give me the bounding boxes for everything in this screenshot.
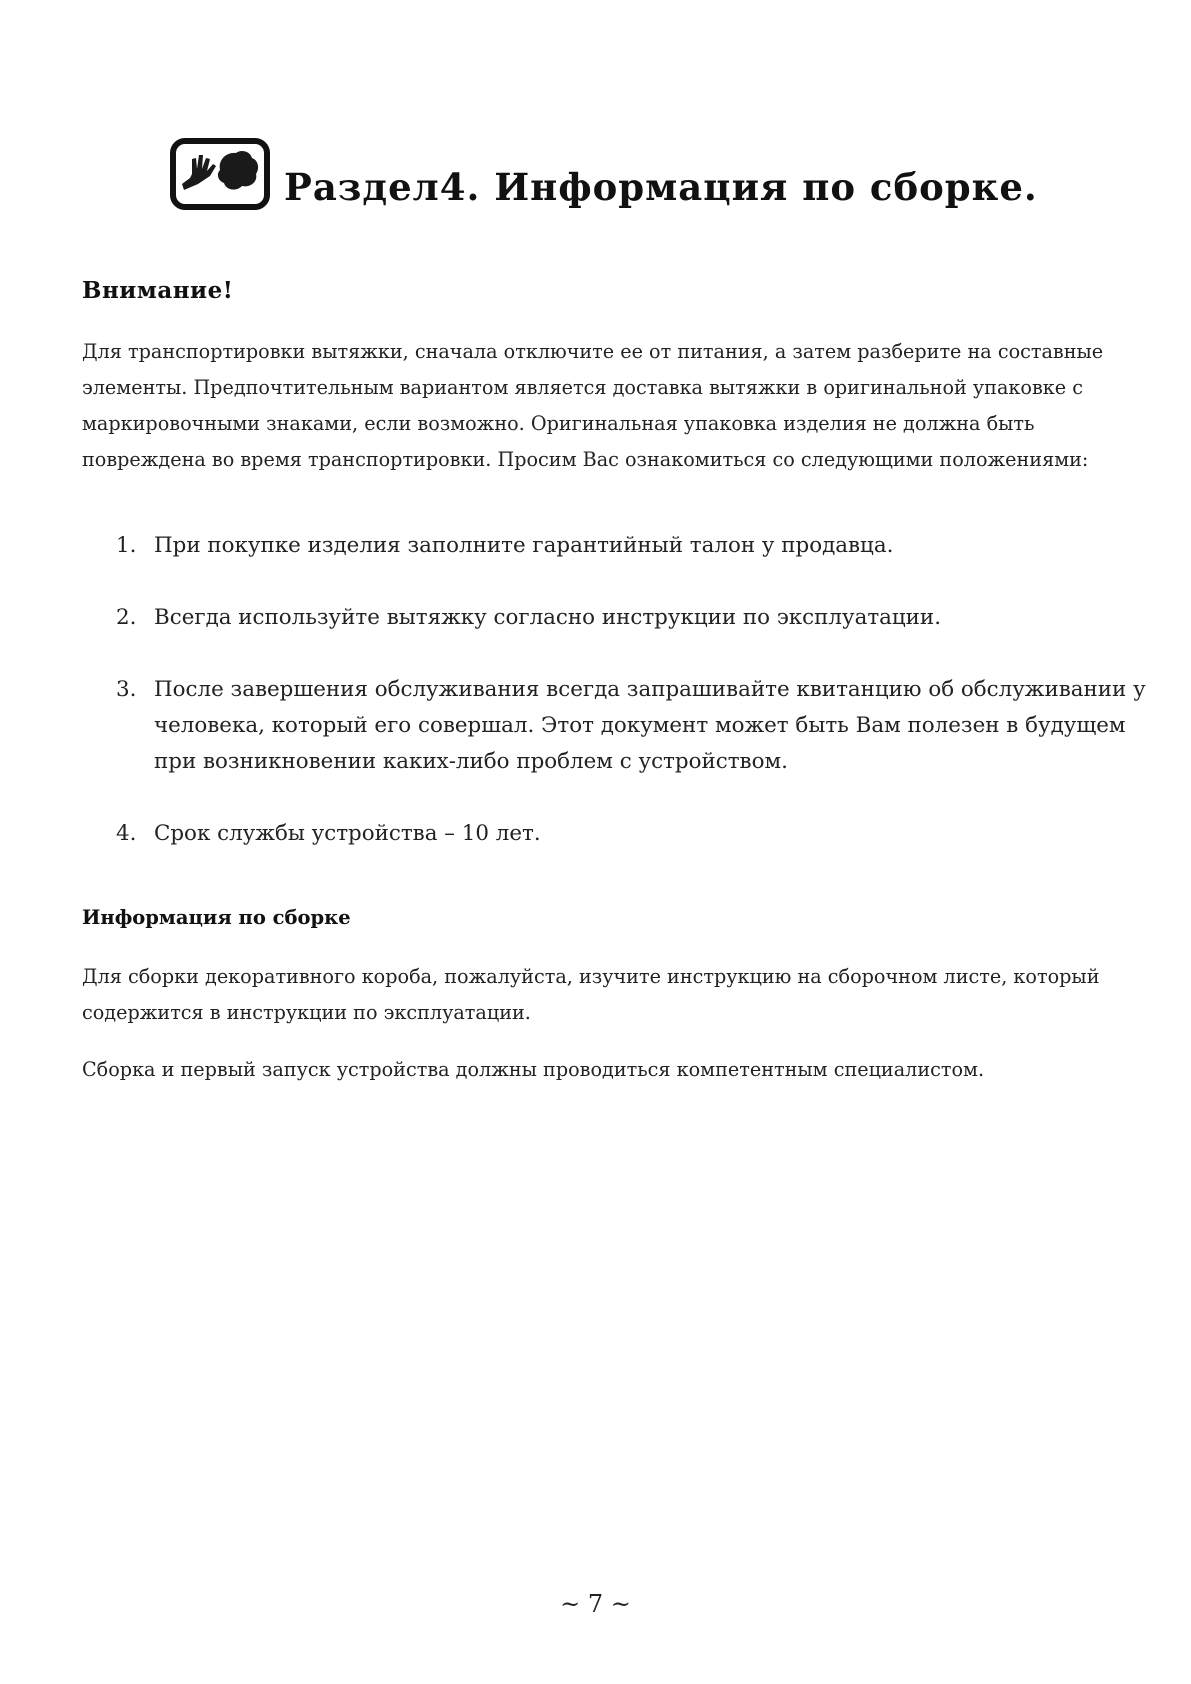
list-item-number: 4.: [116, 821, 137, 846]
list-item: [116, 816, 1156, 852]
list-item-number: 3.: [116, 677, 137, 702]
page-number: ~ 7 ~: [560, 1590, 631, 1618]
attention-heading: Внимание!: [82, 277, 234, 304]
list-item-text: При покупке изделия заполните гарантийный талон у продавца.: [154, 533, 894, 558]
page-title: Раздел4. Информация по сборке.: [284, 165, 1038, 209]
list-item-number: 1.: [116, 533, 137, 558]
list-item-text: Срок службы устройства – 10 лет.: [154, 821, 541, 846]
list-item: [116, 672, 1156, 780]
intro-paragraph: Для транспортировки вытяжки, сначала отключите ее от питания, а затем разберите на составные элементы. Предпочтительным вариантом является доставка вытяжки в оригинальной упаковке с маркировочными знаками, если возможно. Оригинальная упаковка изделия не должна быть повреждена во время транспортировки. Просим Вас ознакомиться со следующими положениями:: [82, 340, 1104, 471]
rules-list: [116, 528, 1156, 852]
gloves-icon: [170, 138, 270, 210]
assembly-heading: Информация по сборке: [82, 906, 351, 929]
assembly-note: Сборка и первый запуск устройства должны проводиться компетентным специалистом.: [82, 1058, 985, 1081]
list-item: [116, 528, 1156, 564]
section-header: [170, 138, 1038, 210]
assembly-paragraph: Для сборки декоративного короба, пожалуйста, изучите инструкцию на сборочном листе, который содержится в инструкции по эксплуатации.: [82, 965, 1100, 1024]
list-item: [116, 600, 1156, 636]
list-item-number: 2.: [116, 605, 137, 630]
list-item-text: Всегда используйте вытяжку согласно инструкции по эксплуатации.: [154, 605, 941, 630]
list-item-text: После завершения обслуживания всегда запрашивайте квитанцию об обслуживании у человека, который его совершал. Этот документ может быть Вам полезен в будущем при возникновении каких-либо проблем с устройством.: [154, 677, 1146, 774]
